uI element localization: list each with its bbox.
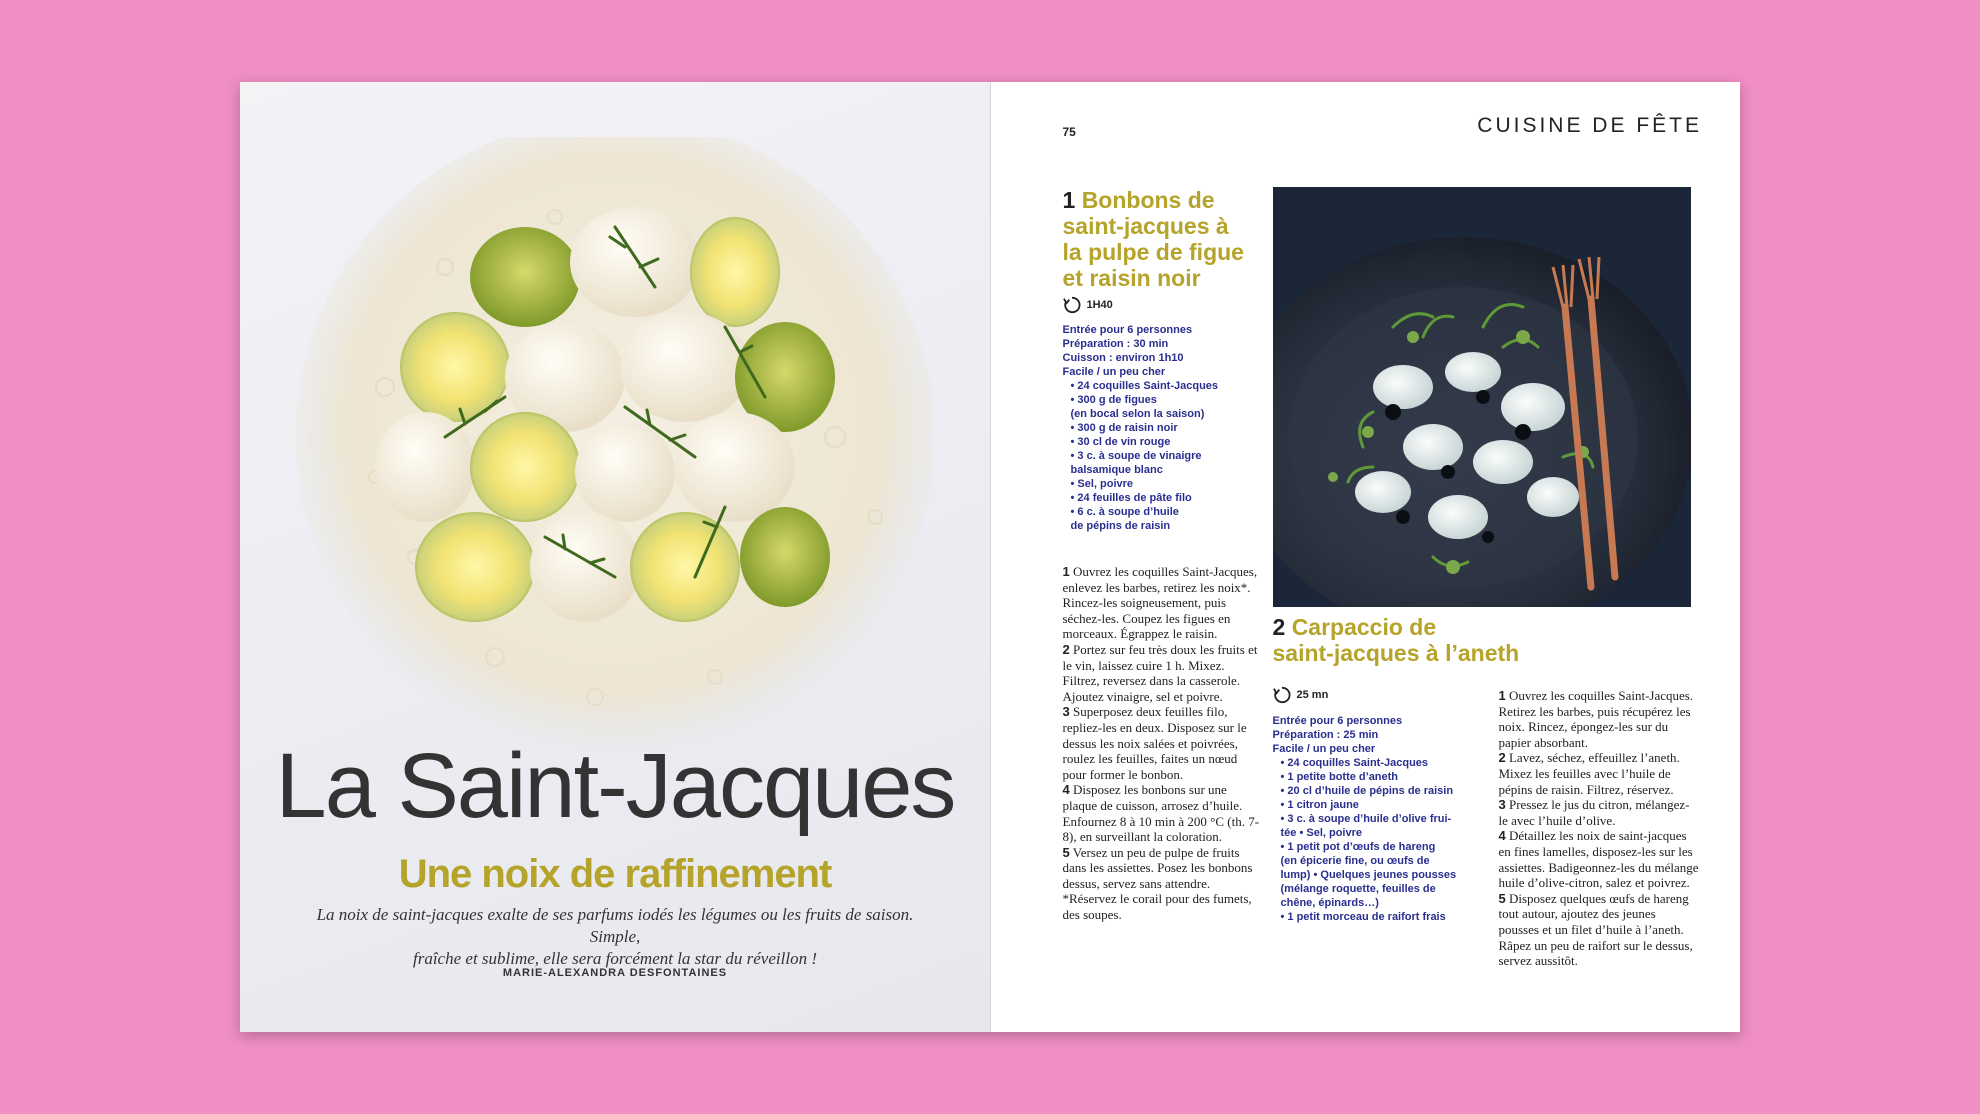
step-number: 5 [1498,890,1506,906]
recipe-2-title [1273,614,1693,666]
step-text: Ouvrez les coquilles Saint-Jacques, enlevez les barbes, retirez les noix*. Rincez-les soigneusement, puis séchez-les. Coupez les figues en morceaux. Égrappez le raisin. [1062,564,1258,642]
ingredient: • 300 g de raisin noir [1070,422,1178,434]
ingredient: (mélange roquette, feuilles de [1280,883,1436,895]
recipe-2-title-line: Carpaccio de [1291,614,1437,640]
scallop-dish-photo [295,137,935,757]
recipe-1-title-line: saint-jacques à [1062,213,1229,239]
recipe-1-timer [1063,296,1113,314]
recipe-2-timer [1273,686,1329,704]
step-number: 4 [1498,828,1506,844]
step [1063,782,1261,844]
timer-icon [1063,296,1081,314]
ingredient: • 6 c. à soupe d’huile [1070,506,1179,518]
recipe-1-time: 1H40 [1086,299,1113,311]
ingredient: • 300 g de figues [1070,394,1157,406]
step-number: 4 [1062,782,1070,798]
ingredient: de pépins de raisin [1070,520,1171,532]
step-text: Disposez les bonbons sur une plaque de cuisson, arrosez d’huile. Enfournez 8 à 10 min à 200 °C (th. 7-8), en surveillant la coloration. [1062,782,1260,845]
step-number: 2 [1498,750,1506,766]
recipe-1-steps [1063,564,1261,923]
ingredient: • 1 citron jaune [1280,799,1359,811]
subheadline: Une noix de raffinement [398,852,832,896]
ingredient: (en bocal selon la saison) [1070,408,1205,420]
step-number: 3 [1062,704,1070,720]
meta-line: Préparation : 25 min [1272,729,1379,741]
step-text: Superposez deux feuilles filo, repliez-les en deux. Disposez sur le dessus les noix salées et poivrées, roulez les feuilles, faites un nœud pour former le bonbon. [1062,704,1247,782]
ingredient: lump) • Quelques jeunes pousses [1280,869,1457,881]
step-text: Pressez le jus du citron, mélangez-le avec l’huile d’olive. [1498,797,1690,828]
step-number: 2 [1062,641,1070,657]
meta-line: Préparation : 30 min [1062,338,1169,350]
main-headline: La Saint-Jacques [275,735,955,837]
ingredient: • 24 feuilles de pâte filo [1070,492,1192,504]
step [1063,845,1261,892]
meta-line: Entrée pour 6 personnes [1062,324,1193,336]
recipe-2-steps [1499,688,1699,969]
step-text: Portez sur feu très doux les fruits et le vin, laissez cuire 1 h. Mixez. Filtrez, reversez dans la casserole. Ajoutez vinaigre, sel et poivre. [1062,641,1258,704]
step [1499,891,1699,969]
intro-line-2: fraîche et sublime, elle sera forcément la star du réveillon ! [413,949,817,968]
timer-icon [1273,686,1291,704]
footnote: *Réservez le corail pour des fumets, des soupes. [1062,891,1252,923]
step [1499,797,1699,828]
ingredient: • 1 petite botte d’aneth [1280,771,1399,783]
ingredient: • 30 cl de vin rouge [1070,436,1171,448]
step [1499,688,1699,750]
carpaccio-photo [1273,187,1691,607]
recipe-1-title [1063,187,1278,291]
page-number: 75 [1062,125,1076,139]
step [1063,564,1261,642]
intro-line-1: La noix de saint-jacques exalte de ses parfums iodés les légumes ou les fruits de saison. Simple, [316,905,914,946]
step [1063,704,1261,782]
meta-line: Cuisson : environ 1h10 [1062,352,1184,364]
ingredient: tée • Sel, poivre [1280,827,1362,839]
recipe-1-number: 1 [1062,187,1076,213]
ingredient: • 24 coquilles Saint-Jacques [1280,757,1429,769]
ingredient: • 1 petit morceau de raifort frais [1280,911,1446,923]
meta-line: Facile / un peu cher [1062,366,1166,378]
ingredient: chêne, épinards…) [1280,897,1379,909]
step [1499,750,1699,797]
recipe-1-meta [1063,323,1273,533]
ingredient: • 20 cl d’huile de pépins de raisin [1280,785,1454,797]
step-text: Lavez, séchez, effeuillez l’aneth. Mixez les feuilles avec l’huile de pépins de raisin. Filtrez, réservez. [1498,750,1680,797]
author-byline: MARIE-ALEXANDRA DESFONTAINES [502,967,728,979]
step-text: Versez un peu de pulpe de fruits dans les assiettes. Posez les bonbons dessus, servez sans attendre. [1062,844,1253,891]
meta-line: Entrée pour 6 personnes [1272,715,1403,727]
step-text: Disposez quelques œufs de hareng tout autour, ajoutez des jeunes pousses et un filet d’huile à l’aneth. Râpez un peu de raifort sur le dessus, servez aussitôt. [1498,890,1693,969]
magazine-spread [240,82,1740,1032]
recipe-1-title-line: Bonbons de [1081,187,1215,213]
step-number: 5 [1062,844,1070,860]
recipe-2-title-line: saint-jacques à l’aneth [1272,640,1520,666]
ingredient: (en épicerie fine, ou œufs de [1280,855,1430,867]
step [1063,642,1261,704]
ingredient: • Sel, poivre [1070,478,1134,490]
step [1499,828,1699,890]
recipe-2-number: 2 [1272,614,1286,640]
recipe-2-time: 25 mn [1296,689,1329,701]
left-page [240,82,990,1032]
meta-line: Facile / un peu cher [1272,743,1376,755]
intro-paragraph [295,904,935,970]
recipe-1-title-line: et raisin noir [1062,265,1201,291]
right-page [990,82,1741,1032]
step-number: 3 [1498,797,1506,813]
ingredient: balsamique blanc [1070,464,1163,476]
recipe-2-meta [1273,714,1483,924]
step-number: 1 [1498,688,1506,703]
ingredient: • 3 c. à soupe de vinaigre [1070,450,1202,462]
step-text: Ouvrez les coquilles Saint-Jacques. Retirez les barbes, puis récupérez les noix. Rincez, épongez-les sur du papier absorbant. [1498,688,1694,750]
section-title: CUISINE DE FÊTE [1477,114,1702,137]
ingredient: • 1 petit pot d’œufs de hareng [1280,841,1436,853]
step-number: 1 [1062,564,1070,579]
step-text: Détaillez les noix de saint-jacques en fines lamelles, disposez-les sur les assiettes. Badigeonnez-les du mélange huile d’olive-citron, salez et poivrez. [1498,828,1699,891]
ingredient: • 24 coquilles Saint-Jacques [1070,380,1219,392]
ingredient: • 3 c. à soupe d’huile d’olive frui- [1280,813,1452,825]
recipe-1-title-line: la pulpe de figue [1062,239,1244,265]
